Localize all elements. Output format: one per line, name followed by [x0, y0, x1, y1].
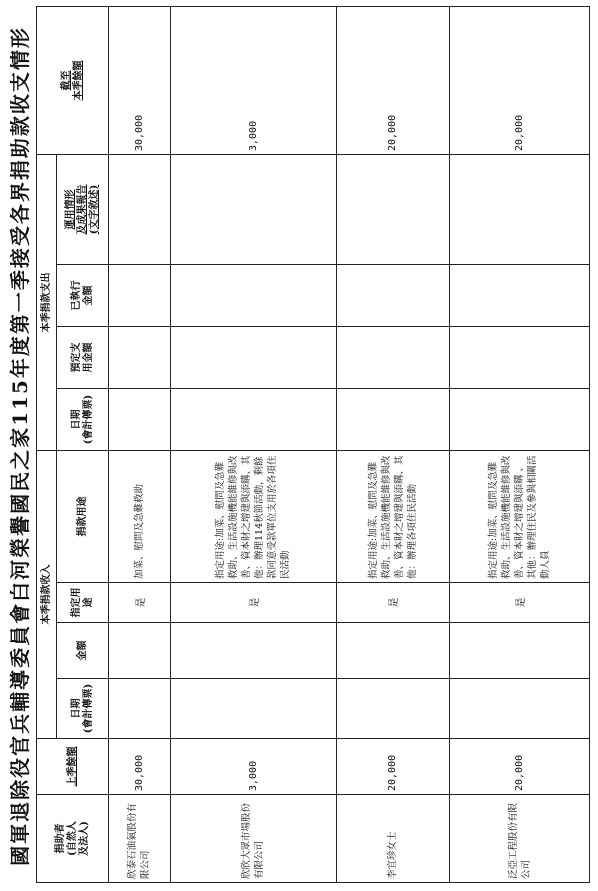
table-row	[109, 7, 171, 883]
designated-flag: 是	[109, 583, 171, 623]
header-expense-status: 運用情形 及成果報告 (文字敘述)	[57, 155, 109, 265]
header-expense-date: 日期 (會計傳票)	[57, 389, 109, 451]
table-row	[170, 7, 336, 883]
expense-planned	[450, 327, 590, 389]
donation-purpose: 指定用途:加菜、慰問及急難救助、生活設施機能維修與改善、資本財之增建與添購、其他：辦理114秋節活動，剩餘款同意受款單位支用於各項住民活動	[170, 451, 336, 583]
prev-balance: 20,000	[450, 739, 590, 795]
header-expense-group: 本季捐款支出	[37, 155, 57, 451]
income-amount	[109, 623, 171, 679]
header-expense-executed: 已執行 金額	[57, 265, 109, 327]
header-prev-balance: 上季餘額	[37, 739, 109, 795]
header-income-amount: 金額	[57, 623, 109, 679]
header-income-designated: 指定用途	[57, 583, 109, 623]
donor-name: 欣泰石油氣股份有限公司	[109, 795, 171, 883]
header-donor: 捐助者 (自然人 及法人)	[37, 795, 109, 883]
donation-table	[36, 6, 590, 883]
expense-planned	[336, 327, 450, 389]
table-row	[336, 7, 450, 883]
expense-status	[336, 155, 450, 265]
expense-executed	[109, 265, 171, 327]
expense-date	[336, 389, 450, 451]
prev-balance: 30,000	[109, 739, 171, 795]
income-amount	[170, 623, 336, 679]
header-expense-planned: 預定支 用金額	[57, 327, 109, 389]
income-date	[170, 679, 336, 739]
end-balance: 30,000	[109, 7, 171, 155]
document-title: 國軍退除役官兵輔導委員會白河榮譽國民之家115年度第一季接受各界捐助款收支情形	[8, 26, 32, 866]
header-income-purpose: 捐款用途	[57, 451, 109, 583]
donor-name: 李宜珍女士	[336, 795, 450, 883]
income-date	[336, 679, 450, 739]
header-end-balance: 截至 本季餘額	[37, 7, 109, 155]
header-income-group: 本季捐款收入	[37, 451, 57, 739]
income-amount	[336, 623, 450, 679]
expense-planned	[170, 327, 336, 389]
end-balance: 20,000	[336, 7, 450, 155]
expense-date	[170, 389, 336, 451]
donation-purpose: 指定用途:加菜、慰問及急難救助、生活設施機能維修與改善、資本財之增建與添購 、其他：辦理住民及參與相關活動人員	[450, 451, 590, 583]
income-amount	[450, 623, 590, 679]
expense-executed	[170, 265, 336, 327]
expense-date	[450, 389, 590, 451]
end-balance: 3,000	[170, 7, 336, 155]
table-row	[450, 7, 590, 883]
end-balance: 20,000	[450, 7, 590, 155]
expense-planned	[109, 327, 171, 389]
income-date	[109, 679, 171, 739]
designated-flag: 是	[170, 583, 336, 623]
expense-status	[109, 155, 171, 265]
expense-executed	[336, 265, 450, 327]
expense-status	[450, 155, 590, 265]
designated-flag: 是	[450, 583, 590, 623]
prev-balance: 20,000	[336, 739, 450, 795]
donation-purpose: 指定用途:加菜、慰問及急難救助、生活設施機能維修與改善、資本財之增建與添購、其他：辦理各項住民活動	[336, 451, 450, 583]
expense-status	[170, 155, 336, 265]
income-date	[450, 679, 590, 739]
donor-name: 欣欣大眾市場股份有限公司	[170, 795, 336, 883]
designated-flag: 是	[336, 583, 450, 623]
prev-balance: 3,000	[170, 739, 336, 795]
expense-date	[109, 389, 171, 451]
header-income-date: 日期 (會計傳票)	[57, 679, 109, 739]
donor-name: 泛亞工程股份有限公司	[450, 795, 590, 883]
donation-purpose: 加菜、慰問及急難救助	[109, 451, 171, 583]
expense-executed	[450, 265, 590, 327]
